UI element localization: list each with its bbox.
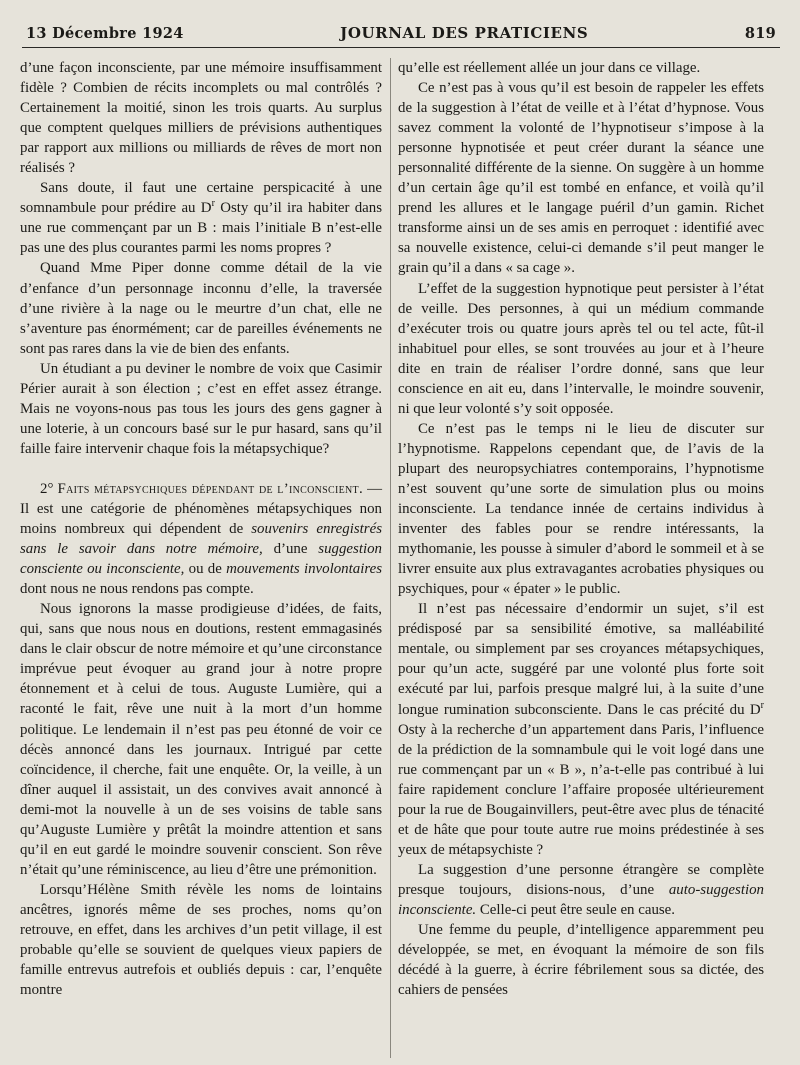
text-run: Osty à la recherche d’un appartement dans Paris, l’influence de la prédiction de la somnambule qui le voit logé dans une rue commençant par un « B », n’a-t-elle pas contribué à lui faire rapidement conclure l’affaire proposée ultérieurement pour la rue de Bougainvillers, peut-être avec plus de ténacité et de hâte que pour toute autre rue moins prédestinée à ses yeux de métapsychiste ? <box>398 721 764 858</box>
column-divider <box>390 58 391 1058</box>
paragraph <box>398 860 764 920</box>
paragraph: qu’elle est réellement allée un jour dans ce village. <box>398 60 701 76</box>
paragraph: Nous ignorons la masse prodigieuse d’idées, de faits, qui, sans que nous nous en doutions, restent emmagasinés dans le clair obscur de notre mémoire et qu’une circonstance imprévue peut évoquer au grand jour à notre propre étonnement et à celui de tous. Auguste Lumière, qui a raconté le fait, rêve une nuit à la mort d’un homme politique. Le lendemain il n’est pas peu étonné de voir ce décès annoncé dans les journaux. Intrigué par cette coïncidence, il cherche, fait une enquête. Or, la veille, à un dîner auquel il assistait, un des convives avait annoncé à demi-mot la nouvelle à un de ses voisins de table sans qu’Auguste Lumière y prêtât la moindre attention et sans qu’il en eut gardé le moindre souvenir conscient. Son rêve n’était qu’une réminiscence, au lieu d’être une prémonition. <box>20 601 382 878</box>
emphasis: suggestion consciente ou inconsciente, <box>20 541 382 578</box>
text-run: Osty qu’il ira habiter dans une rue commençant par un B : mais l’initiale B n’est-elle pas une des plus courantes parmi les noms propres ? <box>20 200 382 257</box>
text-run: Sans doute, il faut une certaine perspicacité à une somnambule pour prédire au D <box>20 180 382 217</box>
page-header <box>26 24 776 46</box>
paragraph: Lorsqu’Hélène Smith révèle les noms de lointains ancêtres, ignorés même de ses proches, noms qu’on retrouve, en effet, dans les archives d’un petit village, il est probable qu’elle se souvient de quelques vieux papiers de famille entrevus autrefois et oubliés depuis : car, l’enquête montre <box>20 881 382 999</box>
section-title: Faits métapsychiques dépendant de l’inconscient. <box>57 480 363 497</box>
text-run: d’une <box>262 541 319 558</box>
issue-date: 13 Décembre 1924 <box>26 25 184 42</box>
emphasis: souvenirs enregistrés sans le savoir dans notre mémoire, <box>20 521 383 558</box>
paragraph: L’effet de la suggestion hypnotique peut persister à l’état de veille. Des personnes, à qui un médium commande d’exécuter trois ou quatre jours après tel ou tel acte, fût-il inhabituel pour elles, se sont trouvées au jour et à l’heure dite en train de réaliser l’ordre donné, sans que leur conscience en ait eu, dans l’intervalle, le moindre souvenir, ni que leur volonté s’y soit opposée. <box>398 280 764 417</box>
paragraph: Quand Mme Piper donne comme détail de la vie d’enfance d’un personnage inconnu d’elle, la traversée d’une rivière à la nage ou le meurtre d’un chat, elle ne s’aventure pas énormément; car de pareilles événements ne sont pas rares dans la vie de bien des enfants. <box>20 260 382 357</box>
paragraph <box>20 178 382 258</box>
emphasis: mouvements involontaires <box>226 561 382 578</box>
right-column <box>398 58 764 1000</box>
text-run: ou de <box>184 561 227 578</box>
left-column <box>20 58 382 1000</box>
journal-title: JOURNAL DES PRATICIENS <box>340 24 589 42</box>
text-run: La suggestion d’une personne étrangère se complète presque toujours, disions-nous, d’une <box>398 861 764 898</box>
header-rule <box>22 47 780 48</box>
section-heading-paragraph <box>20 479 382 599</box>
paragraph: Une femme du peuple, d’intelligence apparemment peu développée, se met, en évoquant la mémoire de son fils décédé à la guerre, à écrire fébrilement sous sa dictée, des cahiers de pensées <box>398 922 764 999</box>
superscript: r <box>760 699 764 711</box>
paragraph: Un étudiant a pu deviner le nombre de voix que Casimir Périer aurait à son élection ; c’est en effet assez étrange. Mais ne voyons-nous pas tous les jours des gens gagner à une loterie, à un concours basé sur le pur hasard, sans qu’il faille faire intervenir chaque fois la métapsychique? <box>20 360 382 457</box>
emphasis: auto-suggestion inconsciente. <box>398 881 764 918</box>
text-run: Celle-ci peut être seule en cause. <box>476 901 676 918</box>
text-run: — Il est une catégorie de phénomènes métapsychiques non moins nombreux qui dépendent de <box>20 480 382 538</box>
superscript: r <box>211 198 215 210</box>
paragraph: d’une façon inconsciente, par une mémoire insuffisamment fidèle ? Combien de récits incomplets ou mal contrôlés ? Certainement la moitié, sinon les trois quarts. Au surplus que comptent quelques milliers de prévisions authentiques par rapport aux millions ou milliards de rêves de mort non réalisés ? <box>20 60 382 177</box>
paragraph: Ce n’est pas le temps ni le lieu de discuter sur l’hypnotisme. Rappelons cependant que, de l’avis de la plupart des neuropsychiatres contemporains, l’hypnotisme n’est souvent qu’une sorte de simulation plus ou moins inconsciente. La tendance innée de certains individus à inventer des fables pour se rendre intéressants, la mythomanie, les pousse à simuler d’abord le sommeil et à se livrer ensuite aux plus extravagantes acrobaties physiques ou psychiques, pour « épater » le public. <box>398 420 764 598</box>
text-run: dont nous ne nous rendons pas compte. <box>20 581 254 598</box>
paragraph <box>398 599 764 860</box>
paragraph: Ce n’est pas à vous qu’il est besoin de rappeler les effets de la suggestion à l’état de veille et à l’état d’hypnose. Vous savez comment la volonté de l’hypnotiseur s’impose à la personne hypnotisée et peut créer durant la séance une personnalité différente de la sienne. On suggère à un homme d’un certain âge qu’il est tombé en enfance, et voilà qu’il prend les allures et le langage puéril d’un gamin. Richet transforme ainsi un de ses amis en perroquet : identifié avec sa nouvelle existence, celui-ci demande s’il peut manger le grain qu’il a dans « sa cage ». <box>398 80 764 277</box>
section-number: 2° <box>40 480 58 497</box>
page-number: 819 <box>744 25 776 42</box>
text-run: Il n’est pas nécessaire d’endormir un sujet, s’il est prédisposé par sa sensibilité émotive, sa malléabilité mentale, ou simplement par ses croyances métapsychiques, pour qu’un acte, suggéré par une volonté plus forte soit exécuté par lui, parfois presque malgré lui, à la suite d’une longue rumination subconsciente. Dans le cas précité du D <box>398 601 764 718</box>
